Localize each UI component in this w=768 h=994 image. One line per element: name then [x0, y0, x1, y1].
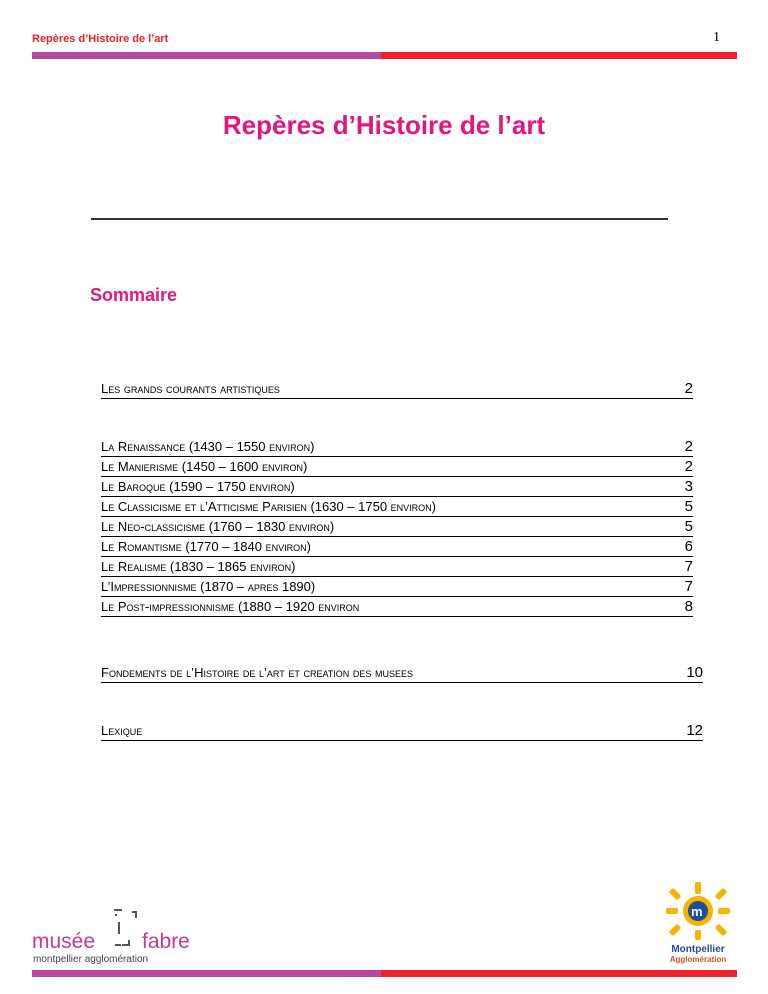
- montpellier-agglomeration-logo: [658, 880, 738, 965]
- sommaire-heading: Sommaire: [90, 285, 178, 305]
- toc-entry[interactable]: [101, 664, 703, 683]
- logo-word-fabre: fabre: [142, 930, 190, 953]
- running-header-title: Repères d’Histoire de l’art: [32, 33, 169, 45]
- toc-entry[interactable]: [101, 458, 693, 477]
- toc-entry-label: Lexique: [101, 723, 143, 738]
- toc-entry-page: 6: [684, 538, 693, 555]
- toc-entry[interactable]: [101, 438, 693, 457]
- logo-subtitle: Agglomération: [669, 955, 727, 964]
- toc-entry-page: 5: [684, 518, 693, 535]
- toc-entry-label: Le Classicisme et l’Atticisme Parisien (1630 – 1750 environ): [101, 499, 437, 514]
- logo-word-musee: musée: [32, 930, 96, 953]
- toc-entry-label: Fondements de l’Histoire de l’art et creation des musees: [101, 665, 414, 680]
- title-separator: [91, 218, 668, 220]
- toc-entry-label: Le Manierisme (1450 – 1600 environ): [101, 459, 308, 474]
- toc-entry-page: 12: [686, 722, 703, 739]
- toc-entry-page: 8: [684, 598, 693, 615]
- toc-entry[interactable]: [101, 478, 693, 497]
- toc-entry[interactable]: [101, 498, 693, 517]
- toc-entry-page: 3: [684, 478, 693, 495]
- toc-entry[interactable]: [101, 558, 693, 577]
- logo-name: Montpellier: [671, 944, 725, 955]
- toc-entry-label: Les grands courants artistiques: [101, 381, 280, 396]
- toc-entry-page: 7: [684, 578, 693, 595]
- toc-entry[interactable]: [101, 538, 693, 557]
- toc-entry[interactable]: [101, 578, 693, 597]
- header-rule-red: [381, 52, 737, 59]
- footer-rule-red: [381, 970, 737, 977]
- toc-entry[interactable]: [101, 598, 693, 617]
- footer-rule-purple: [32, 970, 381, 977]
- page-number: 1: [713, 30, 720, 45]
- toc-entry-label: Le Post-impressionnisme (1880 – 1920 environ: [101, 599, 360, 614]
- toc-entry-page: 7: [684, 558, 693, 575]
- toc-entry-page: 2: [684, 458, 693, 475]
- svg-text:m: m: [691, 904, 703, 919]
- musee-fabre-logo: [32, 906, 202, 966]
- toc-entry[interactable]: [101, 518, 693, 537]
- toc-entry-page: 5: [684, 498, 693, 515]
- toc-entry-label: La Renaissance (1430 – 1550 environ): [101, 439, 315, 454]
- toc-entry-label: Le Romantisme (1770 – 1840 environ): [101, 539, 311, 554]
- toc-entry-label: Le Neo-classicisme (1760 – 1830 environ): [101, 519, 335, 534]
- toc-entry-label: Le Baroque (1590 – 1750 environ): [101, 479, 295, 494]
- toc-entry[interactable]: [101, 722, 703, 741]
- toc-entry-label: L’Impressionnisme (1870 – apres 1890): [101, 579, 316, 594]
- toc-entry-label: Le Realisme (1830 – 1865 environ): [101, 559, 296, 574]
- toc-entry-page: 10: [686, 664, 703, 681]
- header-rule-purple: [32, 52, 381, 59]
- document-title: Repères d’Histoire de l’art: [222, 110, 546, 140]
- toc-entry[interactable]: [101, 380, 693, 399]
- toc-entry-page: 2: [684, 438, 693, 455]
- logo-subtitle: montpellier agglomération: [33, 954, 149, 965]
- toc-entry-page: 2: [684, 380, 693, 397]
